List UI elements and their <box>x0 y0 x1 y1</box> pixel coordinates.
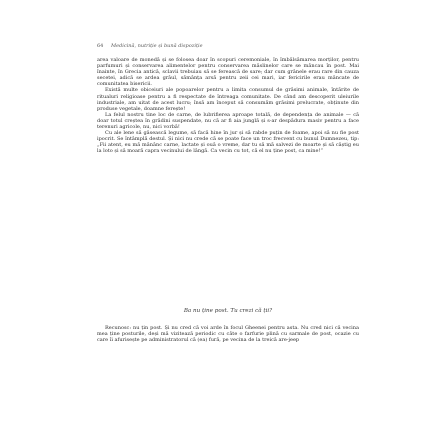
body-text-section-1 <box>97 57 359 155</box>
paragraph: La felul nostru tine loc de carne, de lubrifierea aproape totală, de dependența de animale — că doar totul creștea în grădini suspendate, nu că ar fi aia junglă și s-ar despădura masiv pentru a face terenuri agricole, nu, nici vorbă! <box>97 111 359 131</box>
page-number: 64 <box>97 43 104 49</box>
paragraph: Există multe obiceiuri ale popoarelor pentru a limita consumul de grăsimi animale, întărite de ritualuri religioase pentru a fi respectate de întreaga comunitate. De când am descoperit uleiurile industriale, am uitat de acest lucru; însă am început să consumăm grăsimi prelucrate, obținute din produse vegetale, doamne ferește! <box>97 87 359 112</box>
paragraph: area valoare de monedă și se folosea doar în scopuri ceremoniale, în îmbălsămarea morților, pentru parfumuri și conservarea alimentelor pentru conservarea măslinelor care se mâncau în post. Mai înainte, în Grecia antică, sclavii trebuiau să se ferească de sare; dar cum grânele erau rare din cauza secetei, adică se ardea grâul, sămânța arsă pentru zeii cei mari, iar fericirile erau mâncate de comunitatea bisericii. <box>97 57 359 88</box>
running-title: Medicină, nutriție și bună dispoziție <box>110 43 203 49</box>
body-text-section-2 <box>97 325 359 343</box>
running-head <box>97 43 203 49</box>
paragraph: Recunosc: nu țin post. Și nu cred că voi arde în focul Gheenei pentru asta. Nu cred nici că vecina mea ține posturile, deși mă vizitează periodic cu câte o farfurie plină cu sarmale de post, ocazie cu care îi afurisește pe administratorul că (ea) fură, pe vecina de la treică are-jeep <box>97 325 359 344</box>
paragraph: Cu ale lene să găsească legume, să facă hine în jur și să rabde puțin de foame, apoi să nu fie post ipocrit. Se întâmplă destul. Și nici nu crede că se poate face un troc frecvent cu bunul Dumnezeu, tip: „Fii atent, eu mă mănânc carne, lactate și ouă o vreme, dar tu să mă salvezi de moarte și să câștig eu la loto și să moară capra vecinului de lângă. Ca vecin cu tot, că el nu ține post, ca mine!” <box>97 130 359 155</box>
section-title: Ba nu ține post. Tu crezi că ții? <box>183 308 273 314</box>
